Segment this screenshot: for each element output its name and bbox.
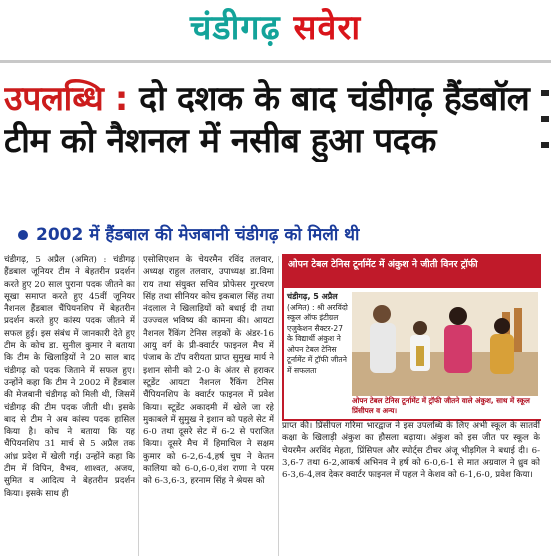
masthead-rule	[0, 60, 551, 63]
headline-label: उपलब्धि :	[4, 79, 128, 119]
news-photo	[352, 292, 538, 396]
headline-line-2: टीम को नैशनल में नसीब हुआ पदक	[4, 121, 436, 161]
sidebar-story-text	[287, 292, 349, 412]
subheadline-text: 2002 में हैंडबाल की मेजबानी चंडीगढ़ को मिली थी	[36, 225, 360, 245]
photo-illustration	[352, 292, 538, 396]
masthead-title-part1: चंडीगढ़	[189, 8, 281, 48]
photo-caption: ओपन टेबल टेनिस टूर्नामेंट में ट्रॉफी जीतने वाले अंकुश, साथ में स्कूल प्रिंसीपल व अन्य।	[352, 396, 530, 415]
article-column-2: एसोसिएशन के चेयरमैन रविंद तलवार, अध्यक्ष राहुल तलवार, उपाध्यक्ष डा.विमा राय तथा संयुक्त सचिव प्रोफेसर गुरचरण सिंह तथा सीनियर कोच इकबाल सिंह तथा नंदलाल ने खिलाड़ियों को बधाई दी तथा उज्ज्वल भविष्य की कामना की। आयटा नैशनल रैंकिंग टेनिस लड़कों के अंडर-16 आयु वर्ग के प्री-क्वार्टर फाइनल मैच में पंजाब के टॉप वरीयता प्राप्त सुमुख मार्य ने इशान सोनी को 2-0 के अंतर से हराकर स्टूडेंट आयटा नैशनल रैंकिंग टेनिस चैंपियनशिप के क्वार्टर फाइनल में प्रवेश किया। स्टूडेंट अकादमी में खेले जा रहे मुकाबले में सुमुख ने इशान को पहले सेट में 6-0 तथा दूसरे सेट में 6-2 से पराजित किया। दूसरे मैच में हिमाचिल ने सक्षम कुमार को 6-2,6-4,हर्ष चुघ ने केतन कालिया को 6-0,6-0,वंश राणा ने परम को 6-3,6-3, हरनाम सिंह ने श्रेयस को	[143, 255, 274, 487]
masthead	[0, 0, 551, 66]
article-column-1: चंडीगढ़, 5 अप्रैल (अमित) : चंडीगढ़ हैंडबाल जूनियर टीम ने बेहतरीन प्रदर्शन करते हुए 20 साल पुराना पदक जीतने का सूखा समाप्त करते हुए 45वीं जूनियर नैशनल हैंडबाल चैंपियनशिप में बेहतरीन प्रदर्शन करते हुए कांस्य पदक जीतने में सफल हुई। इस संबंध में जानकारी देते हुए टीम के कोच डा. सुनील कुमार ने बताया कि टीम के खिलाड़ियों ने 20 साल बाद चंडीगढ़ को पदक जिताने में सफल हुए। उन्होंने कहा कि टीम ने 2002 में हैंडबाल की मेजबानी चंडीगढ़ को मिली थी, जिसमें चंडीगढ़ की टीम पदक जीती थी। इसके बाद से टीम ने अब कांस्य पदक हासिल किया है। कोच ने बताया कि यह चैंपियनशिप 31 मार्च से 5 अप्रैल तक आंध्र प्रदेश में खेली गई। उन्होंने कहा कि टीम में विपिन, वैभव, शाश्वत, अजय, सुमित व आदित्य ने बेहतरीन प्रदर्शन किया। इसके साथ ही	[4, 255, 135, 499]
headline-text-1: दो दशक के बाद चंडीगढ़ हैंडबॉल	[139, 79, 530, 119]
page-edge-mark	[541, 116, 549, 122]
article-column-3: प्राप्त की। प्रिंसीपल गरिमा भारद्वाज ने इस उपलब्धि के लिए अभी स्कूल के सातवीं कक्षा के खिलाड़ी अंकुश का हौसला बढ़ाया। अंकुश को इस जीत पर स्कूल के चेयरमैन अरविंद मेहता, प्रिंसिपल और स्पोर्ट्स टीचर अंजू भीड़गिल ने बधाई दी। 6-3,6-7 तथा 6-2,आकर्ष अभिनव ने हर्ष को 6-0,6-1 से मात अग्रवाल ने ध्रुव को 6-3,6-4,लव देकर क्वार्टर फाइनल में पहल ने केशव को 6-1,6-0, प्रवेश किया।	[282, 421, 540, 481]
page-edge	[541, 70, 551, 559]
sidebar-story-dateline: चंडीगढ़, 5 अप्रैल	[287, 292, 338, 301]
sidebar-story-title: ओपन टेबल टेनिस टूर्नामेंट में अंकुश ने जीती विनर ट्रॉफी	[284, 256, 542, 288]
sidebar-story-box	[282, 254, 544, 421]
masthead-title-part2: सवेरा	[293, 8, 362, 48]
sidebar-story-byline: (अमित) :	[287, 302, 315, 312]
headline	[4, 78, 538, 162]
page-edge-mark	[541, 142, 549, 148]
page-edge-mark	[541, 90, 549, 96]
headline-line-1	[4, 78, 538, 120]
masthead-title	[0, 6, 551, 50]
column-divider	[138, 256, 139, 556]
column-divider	[278, 256, 279, 556]
sidebar-story-body: श्री अरविंदो स्कूल ऑफ इंटीग्रल एजुकेशन सैक्टर-27 के विद्यार्थी अंकुश ने ओपन टेबल टेनिस टूर्नामेंट में ट्रॉफी जीतने में सफलता	[287, 302, 348, 375]
subheadline	[4, 220, 538, 250]
bullet-icon	[18, 230, 28, 240]
